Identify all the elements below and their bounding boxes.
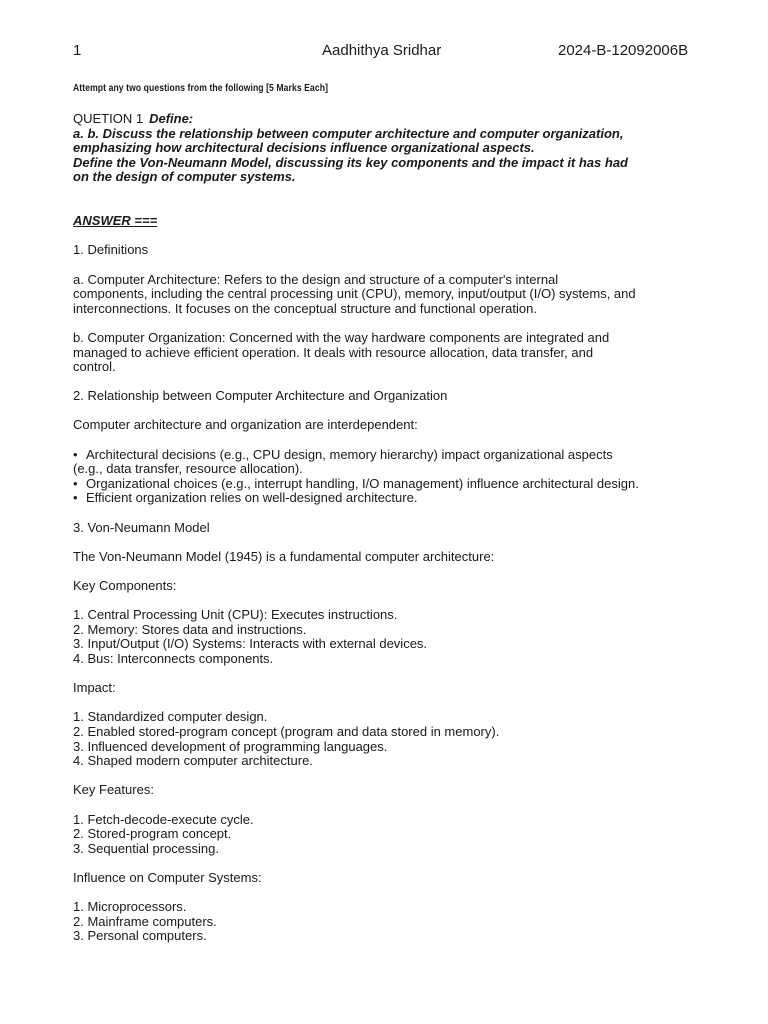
list-item: 2. Enabled stored-program concept (program and data stored in memory). [73, 723, 500, 739]
definition-line: interconnections. It focuses on the conceptual structure and functional operation. [73, 300, 537, 316]
list-item: 1. Fetch-decode-execute cycle. [73, 811, 254, 827]
author-name: Aadhithya Sridhar [322, 42, 442, 59]
section-title-von-neumann: 3. Von-Neumann Model [73, 519, 210, 535]
question-heading [73, 112, 713, 127]
bullet-continuation: (e.g., data transfer, resource allocation). [73, 461, 303, 477]
list-item: 3. Personal computers. [73, 928, 207, 944]
list-item: 2. Memory: Stores data and instructions. [73, 621, 307, 637]
list-item: 1. Microprocessors. [73, 899, 187, 915]
list-item: 3. Sequential processing. [73, 840, 219, 856]
definition-line: components, including the central processing unit (CPU), memory, input/output (I/O) systems, and [73, 286, 636, 302]
list-item: 3. Influenced development of programming languages. [73, 738, 388, 754]
question-line: a. b. Discuss the relationship between computer architecture and computer organization, [73, 125, 624, 141]
question-line: on the design of computer systems. [73, 169, 296, 185]
bullet-icon: • [73, 446, 78, 462]
list-item: 1. Central Processing Unit (CPU): Executes instructions. [73, 607, 398, 623]
bullet-item: • Organizational choices (e.g., interrupt handling, I/O management) influence architectural design. [73, 475, 639, 491]
definition-line: managed to achieve efficient operation. It deals with resource allocation, data transfer, and [73, 344, 594, 360]
question-line: emphasizing how architectural decisions influence organizational aspects. [73, 140, 535, 156]
list-item: 4. Bus: Interconnects components. [73, 650, 274, 666]
bullet-icon: • [73, 475, 78, 491]
question-define: Define: [149, 111, 194, 126]
list-item: 2. Stored-program concept. [73, 826, 232, 842]
definition-line: a. Computer Architecture: Refers to the design and structure of a computer's internal [73, 271, 559, 287]
exam-instruction: Attempt any two questions from the following [5 Marks Each] [73, 82, 329, 94]
list-item: 3. Input/Output (I/O) Systems: Interacts with external devices. [73, 636, 428, 652]
student-id: 2024-B-12092006B [558, 42, 689, 59]
page-header [0, 41, 768, 61]
impact-title: Impact: [73, 680, 116, 696]
bullet-item: • Architectural decisions (e.g., CPU design, memory hierarchy) impact organizational aspects [73, 446, 613, 462]
section-title-definitions: 1. Definitions [73, 242, 149, 258]
list-item: 1. Standardized computer design. [73, 709, 268, 725]
question-line: Define the Von-Neumann Model, discussing its key components and the impact it has had [73, 154, 628, 170]
definition-line: b. Computer Organization: Concerned with the way hardware components are integrated and [73, 329, 610, 345]
bullet-icon: • [73, 490, 78, 506]
bullet-item: • Efficient organization relies on well-designed architecture. [73, 490, 418, 506]
list-item: 4. Shaped modern computer architecture. [73, 753, 313, 769]
question-label: QUETION 1 [73, 111, 144, 126]
von-neumann-intro: The Von-Neumann Model (1945) is a fundamental computer architecture: [73, 548, 495, 564]
influence-title: Influence on Computer Systems: [73, 869, 262, 885]
key-components-title: Key Components: [73, 578, 177, 593]
document-body [73, 112, 713, 944]
page-number: 1 [73, 42, 82, 59]
section-title-relationship: 2. Relationship between Computer Architecture and Organization [73, 388, 448, 404]
answer-heading: ANSWER === [73, 213, 158, 229]
definition-line: control. [73, 359, 116, 375]
relationship-intro: Computer architecture and organization are interdependent: [73, 417, 418, 433]
key-features-title: Key Features: [73, 782, 154, 798]
list-item: 2. Mainframe computers. [73, 913, 217, 929]
